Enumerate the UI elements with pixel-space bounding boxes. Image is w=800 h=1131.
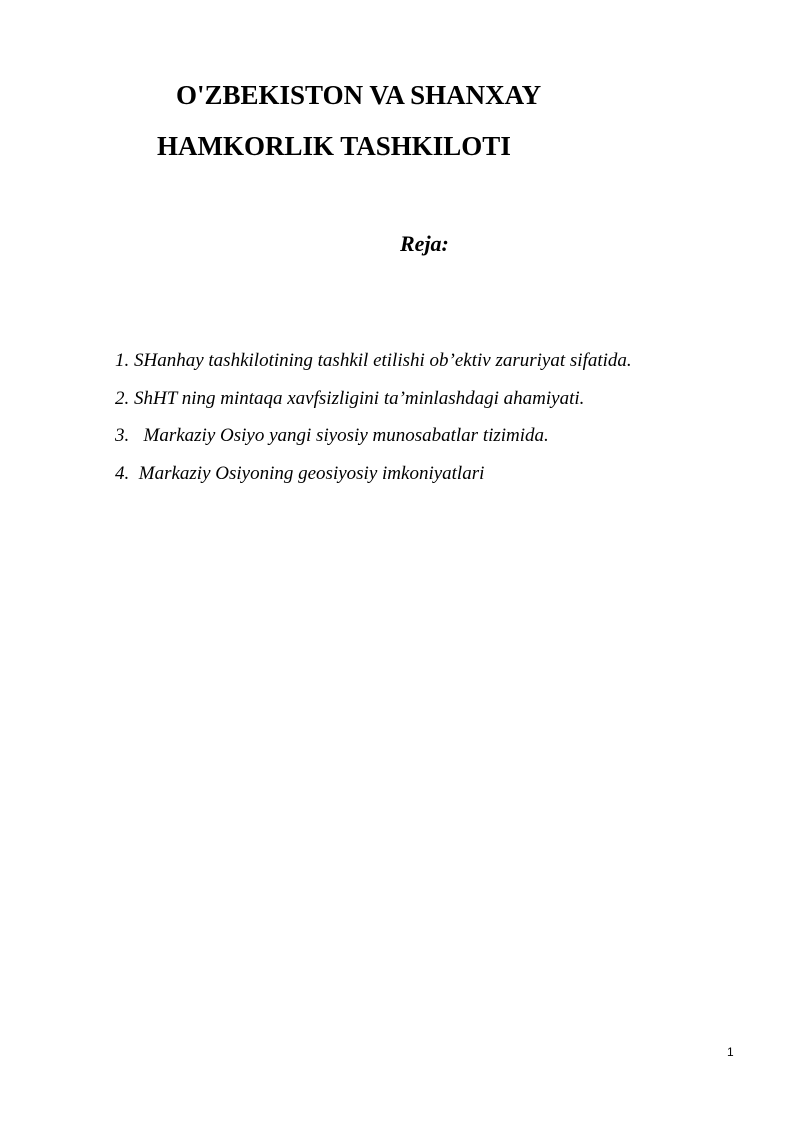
document-title-line-2: HAMKORLIK TASHKILOTI <box>157 131 511 161</box>
plan-item: 4. Markaziy Osiyoning geosiyosiy imkoniyatlari <box>115 462 485 484</box>
page-number: 1 <box>727 1045 734 1059</box>
plan-heading: Reja: <box>400 231 449 256</box>
document-title-line-1: O'ZBEKISTON VA SHANXAY <box>176 80 542 110</box>
plan-item: 3. Markaziy Osiyo yangi siyosiy munosabatlar tizimida. <box>115 425 549 446</box>
plan-item: 2. ShHT ning mintaqa xavfsizligini ta’minlashdagi ahamiyati. <box>115 387 585 409</box>
plan-list <box>115 348 632 498</box>
plan-item: 1. SHanhay tashkilotining tashkil etilishi ob’ektiv zaruriyat sifatida. <box>115 350 632 371</box>
